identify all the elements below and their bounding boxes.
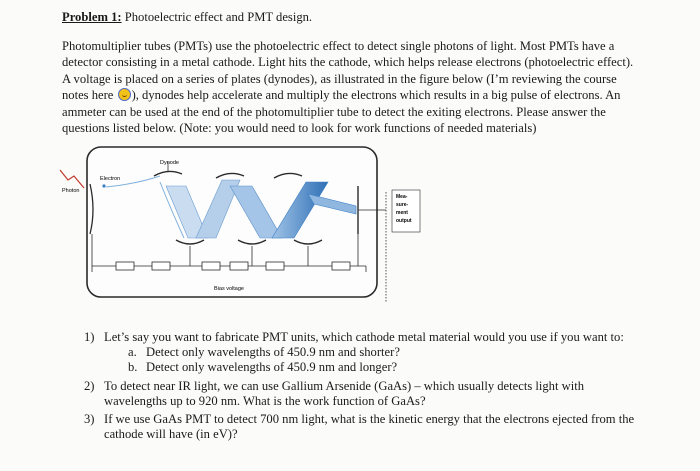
intro-line: ammeter can be used at the end of the photomultiplier tube to detect the exiting electrons. Please answer the (62, 104, 606, 119)
question-item (84, 330, 644, 376)
question-number: 2) (84, 378, 95, 393)
sub-question (104, 345, 644, 360)
bias-voltage-label: Bias voltage (214, 286, 244, 292)
problem-title (62, 9, 312, 25)
sub-question-text: Detect only wavelengths of 450.9 nm and shorter? (146, 345, 400, 360)
sub-question-letter: a. (128, 345, 137, 360)
photon-label: Photon (62, 188, 80, 194)
question-text: Let’s say you want to fabricate PMT units, which cathode metal material would you use if you want to: (104, 330, 624, 344)
question-list (84, 330, 644, 445)
measure-label-line: ment (396, 210, 408, 216)
electron-dot (102, 184, 105, 187)
intro-line-continuation: ), dynodes help accelerate and multiply the electrons which results in a big pulse of electrons. An (131, 88, 621, 103)
measure-label-line: sure- (396, 202, 409, 208)
question-text: cathode will have (in eV)? (104, 427, 238, 442)
intro-line: detector consisting in a metal cathode. Light hits the cathode, which helps release electrons (photoelectric effect). (62, 55, 634, 70)
problem-label: Problem 1: (62, 10, 122, 24)
problem-heading: Photoelectric effect and PMT design. (124, 10, 313, 24)
intro-line-with-link (62, 87, 662, 103)
question-text: wavelengths up to 920 nm. What is the work function of GaAs? (104, 393, 426, 408)
intro-line: Photomultiplier tubes (PMTs) use the photoelectric effect to detect single photons of light. Most PMTs have a (62, 39, 615, 53)
pmt-diagram (56, 142, 426, 302)
tube-outline (87, 147, 377, 297)
notes-here-text: notes here (62, 88, 114, 103)
question-number: 3) (84, 412, 95, 427)
sub-question (104, 360, 644, 375)
question-number: 1) (84, 330, 95, 344)
intro-paragraph (62, 38, 662, 136)
question-text: To detect near IR light, we can use Gallium Arsenide (GaAs) – which usually detects light with (104, 378, 585, 393)
intro-line: questions listed below. (Note: you would need to look for work functions of needed materials) (62, 121, 537, 136)
photon-arrow (60, 170, 84, 188)
question-text: If we use GaAs PMT to detect 700 nm light, what is the kinetic energy that the electrons ejected from the (104, 412, 635, 427)
measure-label-line: output (396, 218, 412, 224)
dynode-label: Dynode (160, 160, 179, 166)
intro-line: A voltage is placed on a series of plates (dynodes), as illustrated in the figure below (I’m reviewing the course (62, 71, 617, 86)
sub-question-letter: b. (128, 360, 138, 375)
electron-label: Electron (100, 176, 121, 182)
measure-label-line: Mea- (396, 194, 408, 200)
smiley-link-icon[interactable] (118, 88, 131, 101)
sub-question-text: Detect only wavelengths of 450.9 nm and longer? (146, 360, 398, 375)
question-item (84, 379, 644, 409)
question-item (84, 412, 644, 442)
